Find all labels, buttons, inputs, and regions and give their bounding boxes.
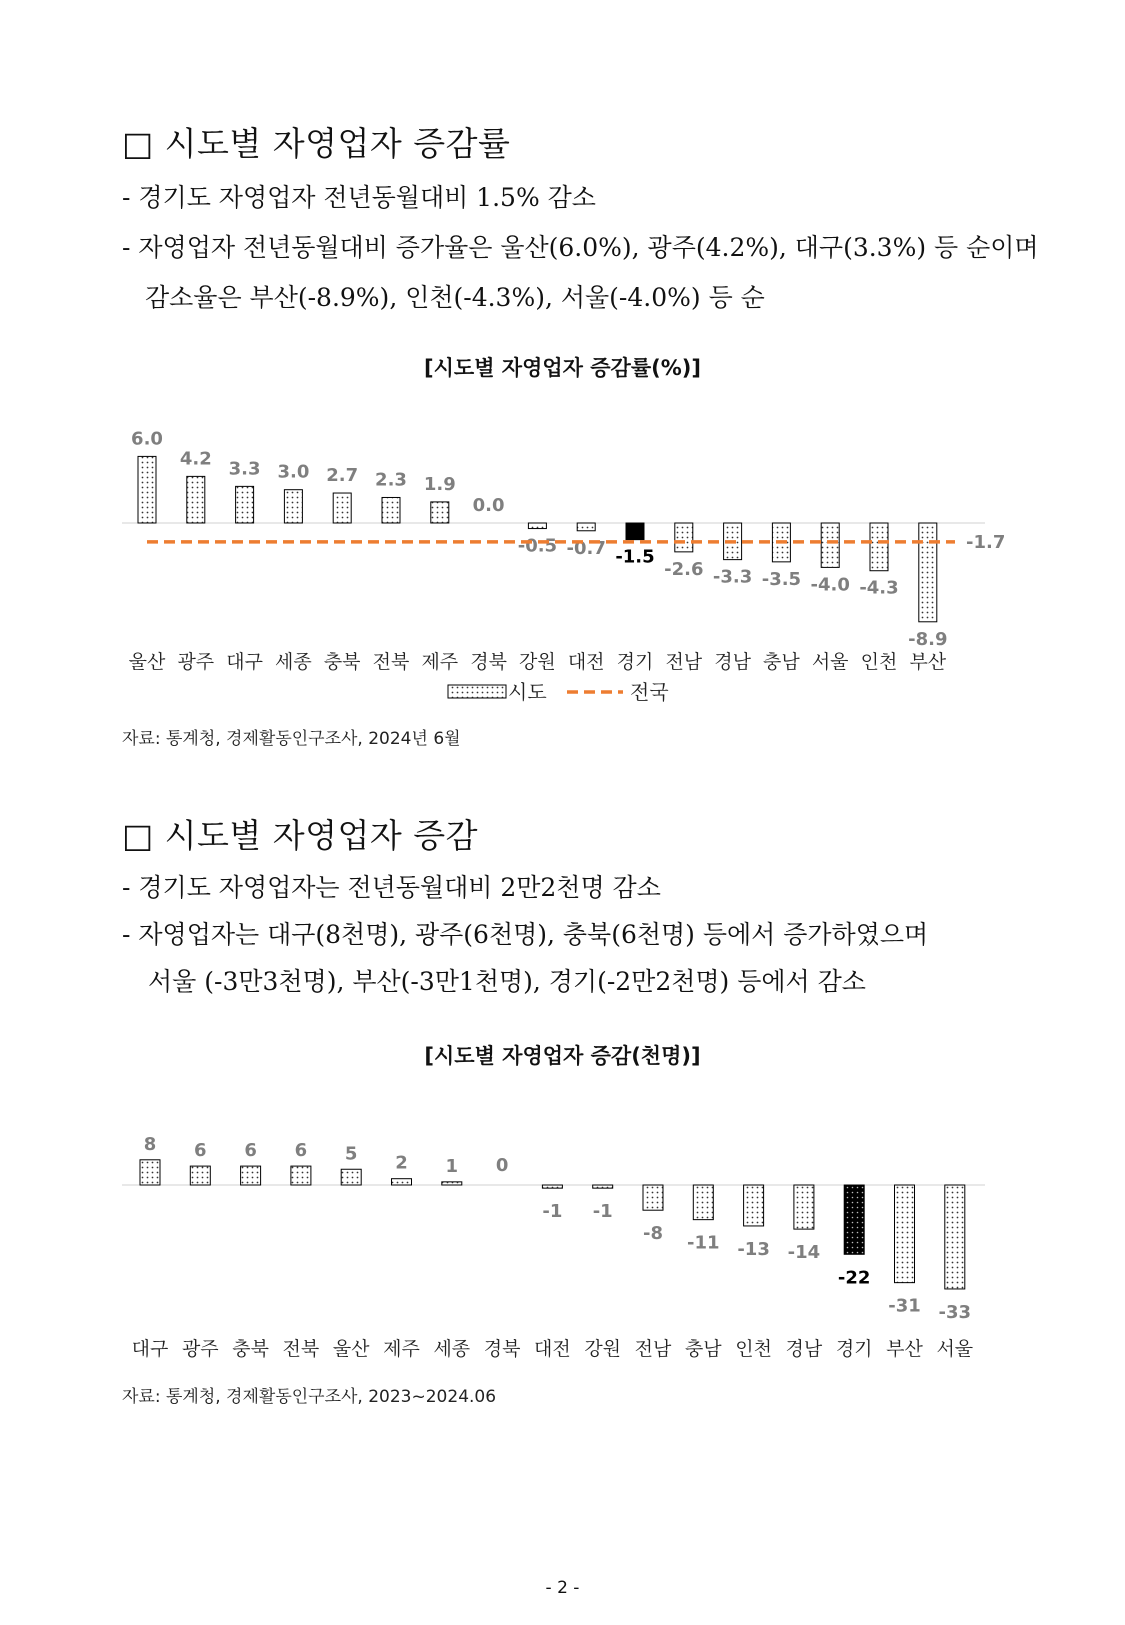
section2-title: □ 시도별 자영업자 증감 [122, 816, 479, 855]
chart1-category-label: 대구 [226, 651, 263, 673]
section2-bullet-3: 서울 (-3만3천명), 부산(-3만1천명), 경기(-2만2천명) 등에서 감소 [148, 967, 866, 996]
chart1-title: [시도별 자영업자 증감률(%)] [424, 356, 701, 380]
chart1-bar-서울 [821, 523, 839, 567]
chart2-bar-울산 [341, 1169, 361, 1185]
chart2-category-label: 전남 [634, 1338, 672, 1360]
chart2-category-label: 강원 [584, 1338, 622, 1360]
section2-bullet-1: - 경기도 자영업자는 전년동월대비 2만2천명 감소 [122, 873, 661, 902]
chart2-bar-전남 [643, 1185, 663, 1210]
chart1-bar-충북 [333, 493, 351, 523]
chart2-bar-부산 [895, 1185, 915, 1283]
chart1-bar-대전 [577, 523, 595, 531]
chart2-value-label: 2 [395, 1152, 408, 1174]
chart1-bar-전북 [382, 497, 400, 523]
legend-sido-label: 시도 [508, 680, 547, 704]
chart1-value-label: 1.9 [423, 473, 456, 495]
chart1-category-label: 전남 [665, 651, 703, 673]
chart2-bar-대구 [140, 1160, 160, 1185]
chart2-category-label: 대구 [131, 1338, 169, 1360]
chart1-category-label: 대전 [567, 651, 605, 673]
chart2-title: [시도별 자영업자 증감(천명)] [424, 1044, 701, 1068]
legend-national-label: 전국 [630, 680, 669, 704]
chart1-national-label: -1.7 [966, 531, 1006, 553]
chart1-value-label: -1.5 [615, 546, 655, 568]
chart2-category-label: 제주 [383, 1338, 420, 1360]
chart1-category-label: 광주 [177, 651, 215, 673]
chart2-bar-충북 [241, 1166, 261, 1185]
section1-bullet-1: - 경기도 자영업자 전년동월대비 1.5% 감소 [122, 183, 596, 212]
chart2-value-label: -8 [643, 1223, 663, 1245]
chart1-bar-세종 [284, 490, 302, 523]
chart1-source: 자료: 통계청, 경제활동인구조사, 2024년 6월 [122, 729, 461, 749]
chart2-value-label: 5 [344, 1143, 358, 1165]
chart1-category-label: 경북 [470, 651, 507, 673]
chart1-value-label: 2.7 [326, 465, 359, 487]
section1-bullet-3: 감소율은 부산(-8.9%), 인천(-4.3%), 서울(-4.0%) 등 순 [145, 283, 765, 312]
chart1-value-label: 3.0 [277, 461, 310, 483]
chart1-category-label: 서울 [811, 651, 849, 673]
chart1-value-label: -2.6 [664, 558, 704, 580]
chart1-bar-광주 [187, 476, 205, 523]
chart2-bar-세종 [442, 1182, 462, 1185]
chart2-bar-충남 [693, 1185, 713, 1220]
chart1-category-label: 충남 [763, 651, 800, 673]
chart2-category-label: 광주 [181, 1338, 219, 1360]
chart1-bar-경기 [626, 523, 644, 540]
chart2-value-label: -1 [542, 1201, 563, 1223]
chart2-category-label: 울산 [332, 1338, 370, 1360]
chart2-value-label: 6 [294, 1140, 308, 1162]
chart2-bar-광주 [190, 1166, 210, 1185]
chart2-bar-경기 [844, 1185, 864, 1254]
chart2-value-label: -13 [737, 1238, 770, 1260]
chart1-bar-인천 [870, 523, 888, 571]
chart2-value-label: -14 [787, 1242, 821, 1264]
chart2-category-label: 경남 [785, 1338, 823, 1360]
chart1-value-label: -8.9 [908, 628, 948, 650]
chart1-value-label: -0.5 [517, 535, 558, 557]
chart1-category-label: 울산 [128, 651, 166, 673]
chart1-value-label: -3.5 [761, 568, 802, 590]
chart1-value-label: 4.2 [179, 448, 212, 470]
chart1-category-label: 제주 [421, 651, 459, 673]
chart2-category-label: 대전 [534, 1338, 571, 1360]
chart1-growth-rate [0, 420, 1125, 720]
chart2-category-label: 충북 [232, 1338, 269, 1360]
chart2-category-label: 전북 [282, 1338, 320, 1360]
chart2-value-label: 8 [143, 1133, 157, 1155]
chart1-value-label: 3.3 [228, 458, 261, 480]
chart2-category-label: 경기 [835, 1338, 873, 1360]
chart1-bar-강원 [528, 523, 546, 529]
chart2-value-label: 0 [495, 1155, 509, 1176]
chart1-bar-울산 [138, 456, 156, 523]
chart2-source: 자료: 통계청, 경제활동인구조사, 2023~2024.06 [122, 1387, 497, 1407]
chart1-value-label: 2.3 [375, 469, 407, 491]
chart2-bar-대전 [542, 1185, 562, 1188]
chart2-category-label: 경북 [483, 1338, 521, 1360]
section2-bullet-2: - 자영업자는 대구(8천명), 광주(6천명), 충북(6천명) 등에서 증가하였으며 [122, 920, 929, 949]
chart2-value-label: -11 [687, 1232, 720, 1254]
chart1-category-label: 경기 [616, 651, 654, 673]
chart1-bar-제주 [431, 502, 449, 523]
chart2-value-label: -31 [888, 1295, 921, 1317]
chart2-value-label: -22 [837, 1267, 871, 1289]
chart2-bar-전북 [291, 1166, 311, 1185]
chart1-bar-대구 [236, 486, 254, 523]
chart2-value-label: -1 [592, 1201, 613, 1223]
chart1-category-label: 부산 [909, 651, 947, 673]
chart2-bar-인천 [744, 1185, 764, 1226]
chart2-bar-서울 [945, 1185, 965, 1289]
chart1-value-label: -4.3 [859, 577, 899, 599]
chart2-value-label: 1 [445, 1155, 459, 1177]
chart1-category-label: 세종 [275, 651, 312, 673]
chart1-value-label: 0.0 [472, 495, 505, 516]
chart1-value-label: -0.7 [566, 537, 606, 559]
chart2-change [0, 1110, 1125, 1380]
chart1-category-label: 전북 [372, 651, 410, 673]
section1-title: □ 시도별 자영업자 증감률 [122, 124, 511, 163]
chart1-category-label: 충북 [323, 651, 361, 673]
chart2-value-label: -33 [938, 1301, 972, 1323]
chart2-category-label: 부산 [886, 1338, 923, 1360]
chart1-category-label: 인천 [860, 651, 898, 673]
chart1-value-label: -4.0 [810, 574, 850, 596]
chart2-category-label: 충남 [684, 1338, 722, 1360]
chart1-category-label: 강원 [519, 651, 556, 673]
chart2-category-label: 인천 [735, 1338, 772, 1360]
chart1-value-label: -3.3 [712, 566, 753, 588]
chart1-category-label: 경남 [714, 651, 751, 673]
chart1-bar-부산 [919, 523, 937, 622]
chart2-bar-강원 [593, 1185, 613, 1188]
chart1-bar-전남 [675, 523, 693, 552]
chart2-category-label: 서울 [936, 1338, 974, 1360]
chart2-bar-제주 [392, 1179, 412, 1185]
section1-bullet-2: - 자영업자 전년동월대비 증가율은 울산(6.0%), 광주(4.2%), 대구(3.3%) 등 순이며 [122, 233, 1039, 262]
legend-sido-swatch [448, 685, 506, 698]
page-number: - 2 - [545, 1578, 580, 1598]
chart2-value-label: 6 [244, 1140, 257, 1162]
chart2-category-label: 세종 [433, 1338, 471, 1360]
chart2-bar-경남 [794, 1185, 814, 1229]
chart1-value-label: 6.0 [131, 428, 163, 450]
chart2-value-label: 6 [194, 1140, 207, 1162]
